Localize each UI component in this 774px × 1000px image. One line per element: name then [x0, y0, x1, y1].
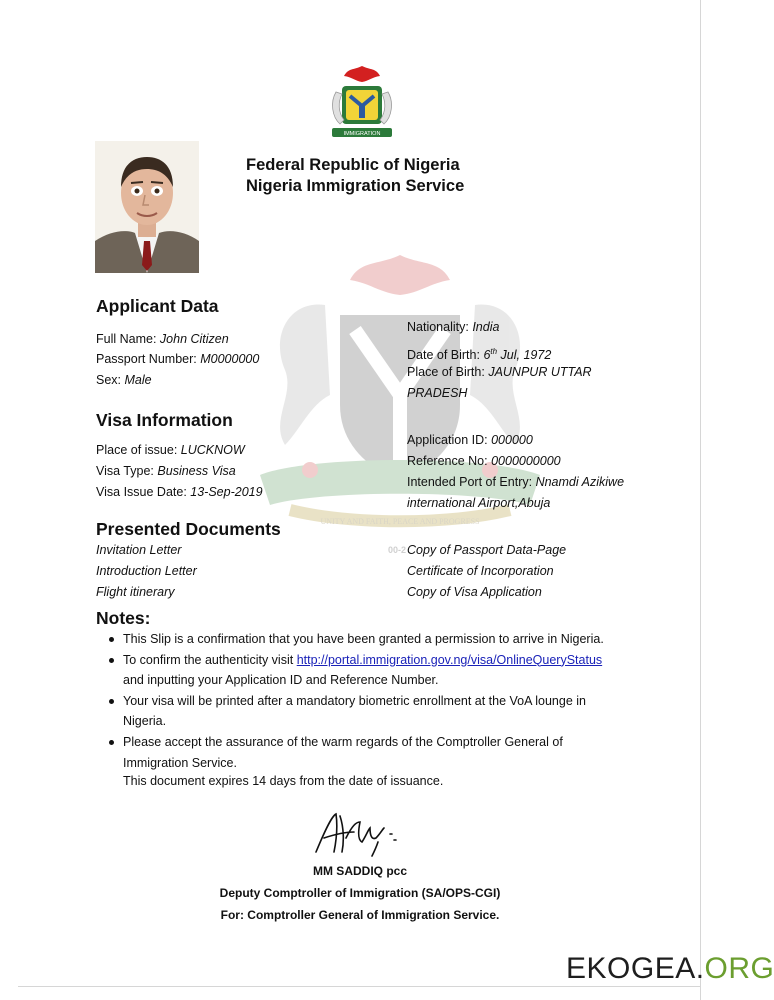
- faint-watermark-code: 00-2: [388, 545, 407, 555]
- port-of-entry-value: Nnamdi Azikiwe: [535, 475, 625, 489]
- signatory-for: For: Comptroller General of Immigration Service.: [220, 908, 500, 922]
- dob-day: 6: [483, 348, 491, 363]
- immigration-crest-icon: [322, 62, 402, 142]
- coat-of-arms-watermark: [230, 245, 570, 535]
- page-edge-rule: [700, 0, 701, 1000]
- note-item: [106, 691, 626, 732]
- place-of-issue-value: LUCKNOW: [180, 443, 245, 457]
- notes-heading: Notes:: [96, 608, 151, 628]
- note-item: [106, 629, 626, 650]
- document-item: Certificate of Incorporation: [407, 564, 554, 578]
- service-heading: Nigeria Immigration Service: [246, 177, 465, 195]
- reference-no-field: [407, 454, 561, 469]
- full-name-field: [96, 332, 229, 347]
- applicant-data-heading: Applicant Data: [96, 296, 219, 316]
- place-of-issue-label: Place of issue:: [96, 443, 178, 457]
- note-text: To confirm the authenticity visit: [123, 652, 297, 667]
- reference-no-value: 0000000000: [491, 454, 561, 468]
- place-of-birth-value: JAUNPUR UTTAR: [488, 365, 592, 379]
- application-id-label: Application ID:: [407, 433, 488, 447]
- full-name-label: Full Name:: [96, 332, 157, 346]
- document-item: Flight itinerary: [96, 585, 175, 599]
- query-status-link[interactable]: http://portal.immigration.gov.ng/visa/OnlineQueryStatus: [296, 652, 603, 667]
- signatory-title: Deputy Comptroller of Immigration (SA/OPS-CGI): [219, 886, 501, 900]
- sex-value: Male: [124, 373, 152, 387]
- nationality-value: India: [472, 320, 500, 334]
- brand-name: EKOGEA.: [566, 952, 705, 985]
- passport-number-field: [96, 352, 259, 367]
- signatory-name: MM SADDIQ pcc: [312, 864, 407, 878]
- visa-information-heading: Visa Information: [96, 410, 233, 430]
- place-of-birth-field: [407, 365, 592, 380]
- country-heading: Federal Republic of Nigeria: [246, 156, 460, 174]
- place-of-issue-field: [96, 443, 245, 458]
- application-id-value: 000000: [491, 433, 533, 447]
- applicant-photo: [95, 141, 199, 273]
- visa-issue-date-field: [96, 485, 263, 500]
- date-of-birth-label: Date of Birth:: [407, 348, 480, 363]
- visa-issue-date-value: 13-Sep-2019: [190, 485, 263, 499]
- note-item: [106, 732, 626, 773]
- crest-band-text: IMMIGRATION: [343, 131, 381, 137]
- signature-image: [306, 808, 406, 858]
- document-item: Copy of Passport Data-Page: [407, 543, 567, 557]
- place-of-birth-label: Place of Birth:: [407, 365, 485, 379]
- reference-no-label: Reference No:: [407, 454, 488, 468]
- note-item: [106, 650, 626, 691]
- port-of-entry-label: Intended Port of Entry:: [407, 475, 533, 489]
- visa-type-label: Visa Type:: [96, 464, 154, 478]
- note-text: Your visa will be printed after a mandatory biometric enrollment at the VoA lounge in Nigeria.: [123, 693, 586, 729]
- sex-label: Sex:: [96, 373, 122, 387]
- note-text: Please accept the assurance of the warm regards of the Comptroller General of Immigration Service.: [123, 734, 563, 770]
- port-of-entry-field: [407, 475, 624, 490]
- visa-type-value: Business Visa: [157, 464, 236, 478]
- nationality-field: [407, 320, 499, 335]
- document-item: Introduction Letter: [96, 564, 197, 578]
- watermark-motto: UNITY AND FAITH, PEACE AND PROGRESS: [320, 517, 480, 526]
- ekogea-brand: [566, 952, 774, 986]
- full-name-value: John Citizen: [159, 332, 229, 346]
- note-text: This Slip is a confirmation that you have been granted a permission to arrive in Nigeria.: [123, 632, 604, 646]
- brand-tld: ORG: [704, 952, 774, 985]
- footer-rule: [18, 986, 700, 987]
- place-of-birth-continued: PRADESH: [407, 386, 468, 400]
- port-of-entry-continued: international Airport,Abuja: [407, 496, 551, 510]
- visa-issue-date-label: Visa Issue Date:: [96, 485, 187, 499]
- document-item: Invitation Letter: [96, 543, 182, 557]
- application-id-field: [407, 433, 533, 448]
- nationality-label: Nationality:: [407, 320, 469, 334]
- sex-field: [96, 373, 152, 388]
- passport-number-label: Passport Number:: [96, 352, 197, 366]
- passport-number-value: M0000000: [200, 352, 260, 366]
- date-of-birth-field: [407, 344, 551, 363]
- notes-list: [106, 629, 626, 773]
- dob-rest: Jul, 1972: [500, 348, 552, 363]
- presented-documents-heading: Presented Documents: [96, 519, 281, 539]
- document-item: Copy of Visa Application: [407, 585, 542, 599]
- dob-suffix: th: [490, 347, 498, 356]
- note-text: and inputting your Application ID and Reference Number.: [123, 673, 439, 688]
- visa-type-field: [96, 464, 236, 479]
- expiry-note: This document expires 14 days from the date of issuance.: [123, 774, 444, 788]
